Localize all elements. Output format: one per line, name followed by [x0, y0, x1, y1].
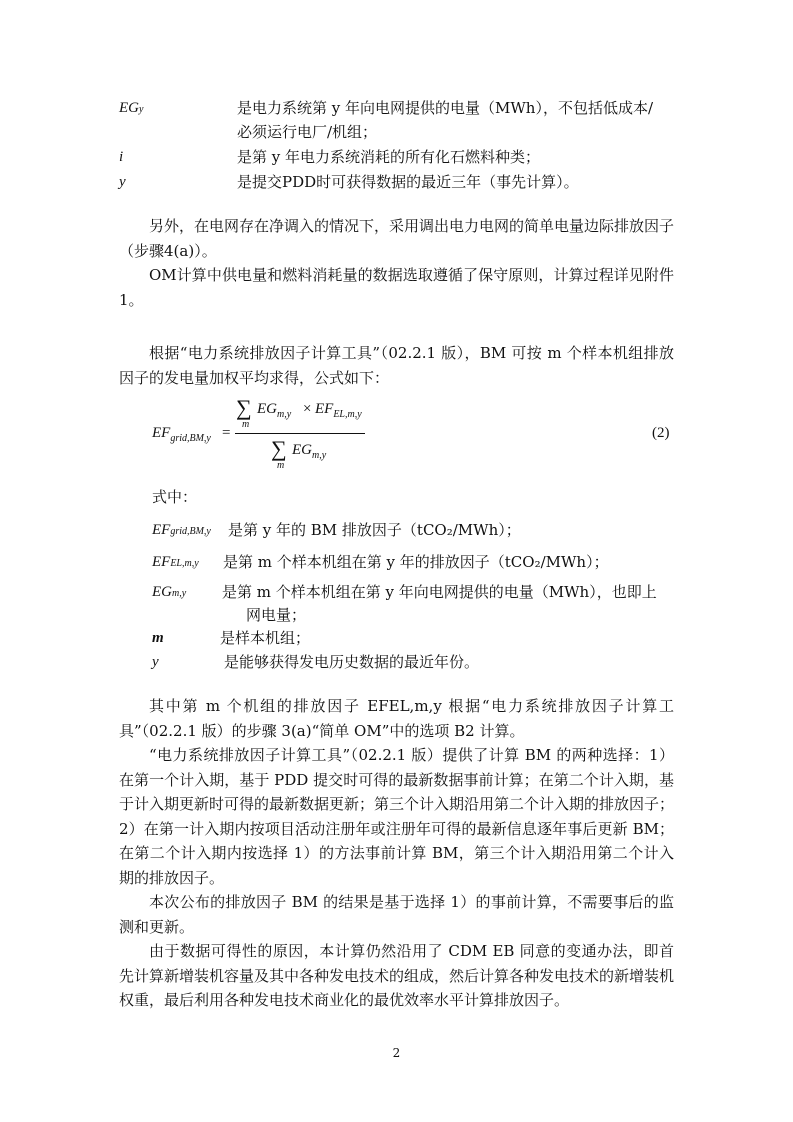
- def-label-m: m: [152, 630, 164, 646]
- formula-equals: =: [222, 425, 231, 441]
- def-text-ef-grid-bm: 是第 y 年的 BM 排放因子（tCO₂/MWh）；: [228, 521, 521, 539]
- def-label-eg-my: EGm,y: [152, 584, 187, 600]
- formula-den-eg: $EG_{m,y}$: [292, 442, 327, 461]
- formula-number: (2): [652, 425, 670, 441]
- def-text-i: 是第 y 年电力系统消耗的所有化石燃料种类；: [237, 148, 541, 166]
- def-text-ef-el: 是第 m 个样本机组在第 y 年的排放因子（tCO₂/MWh）；: [223, 553, 609, 571]
- def-text-y: 是提交PDD时可获得数据的最近三年（事先计算）。: [237, 173, 579, 191]
- def-text-m: 是样本机组；: [220, 629, 311, 647]
- formula-times: ×: [303, 401, 312, 417]
- formula-num-eg: $EG_{m,y}$: [257, 401, 292, 420]
- paragraph-ef-el-calc: 其中第 m 个机组的排放因子 EFEL,m,y 根据“电力系统排放因子计算工具”（02.2.1 版）的步骤 3(a)“简单 OM”中的选项 B2 计算。: [119, 697, 674, 740]
- formula-num-index: m: [242, 419, 250, 430]
- def-text-eg-my-cont: 网电量；: [246, 606, 307, 624]
- formula-fraction-bar: [235, 433, 365, 434]
- def-text-eg-my: 是第 m 个样本机组在第 y 年向电网提供的电量（MWh），也即上: [222, 583, 657, 601]
- def-text-y2: 是能够获得发电历史数据的最近年份。: [224, 653, 480, 671]
- page-number: 2: [392, 1046, 401, 1060]
- def-text-egy: 是电力系统第 y 年向电网提供的电量（MWh），不包括低成本/: [237, 99, 654, 117]
- paragraph-data-availability: 由于数据可得性的原因，本计算仍然沿用了 CDM EB 同意的变通办法，即首先计算新增装机容量及其中各种发电技术的组成，然后计算各种发电技术的新增装机权重，最后利用各种发电技术商业化的最优效率水平计算排放因子。: [119, 942, 675, 1009]
- paragraph-om-data: OM计算中供电量和燃料消耗量的数据选取遵循了保守原则，计算过程详见附件1。: [119, 266, 674, 309]
- def-label-y2: y: [152, 654, 159, 670]
- paragraph-bm-result: 本次公布的排放因子 BM 的结果是基于选择 1）的事前计算，不需要事后的监测和更新。: [119, 893, 674, 936]
- def-label-ef-grid-bm: EFgrid,BM,y: [152, 522, 211, 538]
- where-label: 式中：: [152, 488, 198, 506]
- def-label-egy: EGy: [119, 100, 144, 116]
- formula-den-sigma: ∑: [271, 436, 287, 461]
- def-label-ef-el: EFEL,m,y: [152, 554, 199, 570]
- def-label-y: y: [119, 174, 126, 190]
- formula-num-sigma: ∑: [236, 395, 252, 420]
- def-text-egy-cont: 必须运行电厂/机组；: [237, 123, 378, 141]
- formula-den-index: m: [277, 460, 285, 471]
- paragraph-net-import: 另外，在电网存在净调入的情况下，采用调出电力电网的简单电量边际排放因子（步骤4(a)）。: [119, 217, 675, 260]
- paragraph-bm-intro: 根据“电力系统排放因子计算工具”（02.2.1 版），BM 可按 m 个样本机组排放因子的发电量加权平均求得，公式如下：: [119, 344, 674, 387]
- paragraph-bm-options: “电力系统排放因子计算工具”（02.2.1 版）提供了计算 BM 的两种选择：1）在第一个计入期，基于 PDD 提交时可得的最新数据事前计算；在第二个计入期，基于计入期更新时可得的最新数据更新；第三个计入期沿用第二个计入期的排放因子；2）在第一计入期内按项目活动注册年或注册年可得的最新信息逐年事后更新 BM；在第二个计入期内按选择 1）的方法事前计算 BM，第三个计入期沿用第二个计入期的排放因子。: [119, 746, 675, 887]
- def-label-i: i: [119, 149, 124, 165]
- formula-num-ef: $EF_{EL,m,y}$: [315, 401, 362, 420]
- formula-lhs: $EF_{grid,BM,y}$: [152, 425, 211, 444]
